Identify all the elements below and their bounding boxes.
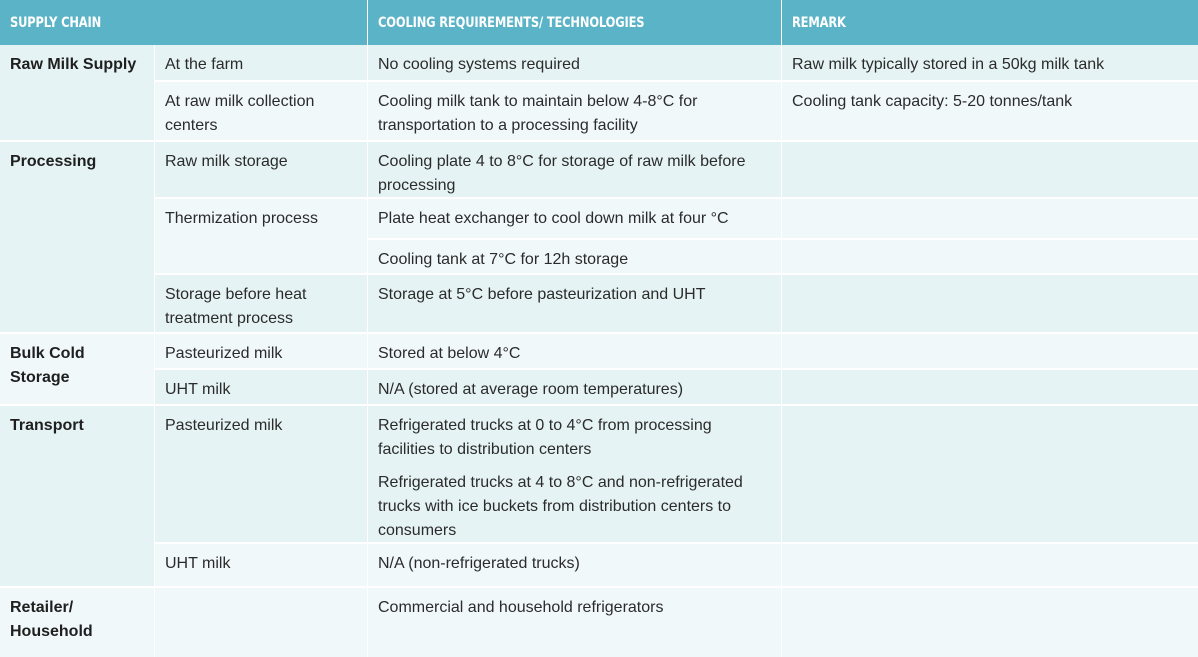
stage-cell: Storage before heat treatment process bbox=[155, 275, 367, 332]
stage-cell: Raw milk storage bbox=[155, 142, 367, 197]
remark-cell bbox=[782, 142, 1198, 197]
cooling-cell: Plate heat exchanger to cool down milk at four °C bbox=[368, 199, 781, 238]
cooling-cell: Cooling plate 4 to 8°C for storage of raw milk before processing bbox=[368, 142, 781, 197]
stage-cell: Pasteurized milk bbox=[155, 334, 367, 368]
cooling-text: Refrigerated trucks at 4 to 8°C and non-refrigerated trucks with ice buckets from distribution centers to consumers bbox=[378, 474, 743, 539]
cooling-cell: Cooling milk tank to maintain below 4-8°C for transportation to a processing facility bbox=[368, 82, 781, 140]
cooling-cell: Cooling tank at 7°C for 12h storage bbox=[368, 240, 781, 273]
header-cooling: COOLING REQUIREMENTS/ TECHNOLOGIES bbox=[368, 0, 781, 45]
stage-cell: UHT milk bbox=[155, 370, 367, 404]
cooling-cell bbox=[368, 406, 781, 542]
group-bulk-cold-storage: Bulk Cold Storage bbox=[0, 334, 154, 404]
group-transport: Transport bbox=[0, 406, 154, 586]
stage-cell bbox=[155, 588, 367, 657]
cooling-cell: Storage at 5°C before pasteurization and UHT bbox=[368, 275, 781, 332]
stage-cell: At raw milk collection centers bbox=[155, 82, 367, 140]
remark-cell bbox=[782, 406, 1198, 542]
group-processing: Processing bbox=[0, 142, 154, 332]
cooling-cell: Commercial and household refrigerators bbox=[368, 588, 781, 657]
cooling-cell: No cooling systems required bbox=[368, 45, 781, 80]
remark-cell: Raw milk typically stored in a 50kg milk tank bbox=[782, 45, 1198, 80]
group-retailer-household: Retailer/ Household bbox=[0, 588, 154, 657]
stage-cell: UHT milk bbox=[155, 544, 367, 586]
cooling-text: Refrigerated trucks at 0 to 4°C from processing facilities to distribution centers bbox=[378, 417, 712, 458]
remark-cell bbox=[782, 370, 1198, 404]
remark-cell: Cooling tank capacity: 5-20 tonnes/tank bbox=[782, 82, 1198, 140]
stage-cell: Thermization process bbox=[155, 199, 367, 273]
header-remark: REMARK bbox=[782, 0, 1198, 45]
header-supply-chain: SUPPLY CHAIN bbox=[0, 0, 367, 45]
cooling-cell: N/A (non-refrigerated trucks) bbox=[368, 544, 781, 586]
stage-cell: Pasteurized milk bbox=[155, 406, 367, 542]
remark-cell bbox=[782, 334, 1198, 368]
remark-cell bbox=[782, 588, 1198, 657]
remark-cell bbox=[782, 199, 1198, 238]
group-raw-milk-supply: Raw Milk Supply bbox=[0, 45, 154, 140]
stage-cell: At the farm bbox=[155, 45, 367, 80]
remark-cell bbox=[782, 544, 1198, 586]
remark-cell bbox=[782, 275, 1198, 332]
cooling-cell: N/A (stored at average room temperatures) bbox=[368, 370, 781, 404]
remark-cell bbox=[782, 240, 1198, 273]
cooling-cell: Stored at below 4°C bbox=[368, 334, 781, 368]
